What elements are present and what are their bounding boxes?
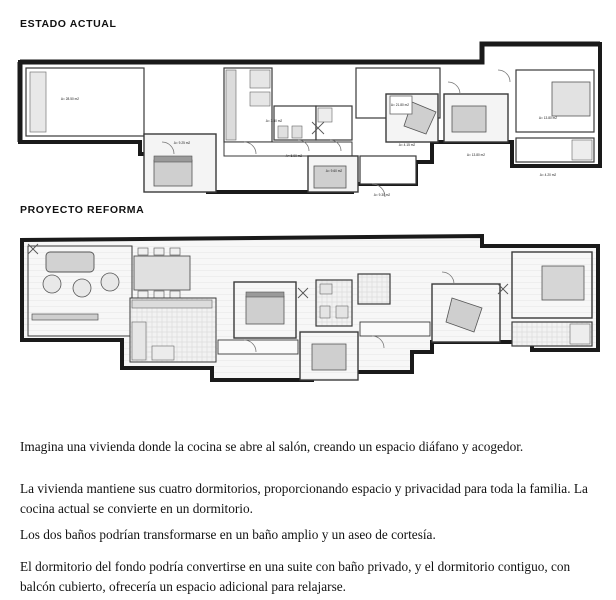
kitchen-stove (152, 346, 174, 360)
bed-6 (552, 82, 590, 116)
plan-actual-geometry (20, 44, 600, 197)
paragraph-3: Los dos baños podrían transformarse en un baño amplio y un aseo de cortesía. (20, 527, 436, 543)
armchair-1 (43, 275, 61, 293)
bed-a-headboard (246, 292, 284, 297)
floorplan-estado-actual (12, 34, 608, 197)
tv-unit (32, 314, 98, 320)
paragraph-1: Imagina una vivienda donde la cocina se abre al salón, creando un espacio diáfano y acogedor. (20, 439, 524, 455)
plan-reforma-geometry (22, 236, 598, 380)
bed-a (246, 296, 284, 324)
corridor-2 (360, 322, 430, 336)
armchair-3 (101, 273, 119, 291)
balcony-left (30, 72, 46, 132)
toilet-1 (278, 126, 288, 138)
room-area-label: A= 28.50 m2 (60, 97, 80, 101)
room-area-label: A= 9.60 m2 (325, 169, 343, 173)
kitchen-island (132, 300, 212, 308)
sofa (46, 252, 94, 272)
sink-big (336, 306, 348, 318)
room-area-label: A= 3.80 m2 (265, 119, 283, 123)
kitchen-appliance (250, 70, 270, 88)
bed-1 (154, 160, 192, 186)
paragraph-2: La vivienda mantiene sus cuatro dormitorios, proporcionando espacio y privacidad para toda la familia. La cocina actual se convierte en un dormitorio. (20, 481, 588, 516)
section-title-proyecto-reforma: PROYECTO REFORMA (20, 204, 145, 216)
room-area-label: A= 4.15 m2 (398, 143, 416, 147)
kitchen-counter (226, 70, 236, 140)
room-area-label: A= 13.80 m2 (466, 153, 486, 157)
covered-balcony (570, 324, 590, 344)
paragraph-4: El dormitorio del fondo podría convertirse en una suite con baño privado, y el dormitorio contiguo, con balcón cubierto, ofrecería un espacio adicional para relajarse. (20, 559, 571, 594)
room-aseo (358, 274, 390, 304)
kitchen-appliance-2 (250, 92, 270, 106)
armchair-2 (73, 279, 91, 297)
kitchen-cabinets (132, 322, 146, 360)
floorplan-proyecto-reforma (12, 222, 608, 392)
room-area-label: A= 9.30 m2 (373, 193, 391, 197)
bed-b (312, 344, 346, 370)
room-area-label: A= 21.80 m2 (390, 103, 410, 107)
room-area-label: A= 9.25 m2 (173, 141, 191, 145)
room-area-label: A= 5.90 m2 (285, 154, 303, 158)
toilet-big (320, 306, 330, 318)
terrace-right (572, 140, 592, 160)
room-area-label: A= 4.20 m2 (539, 173, 557, 177)
dining-table (134, 256, 190, 290)
bed-5 (452, 106, 486, 132)
corridor (218, 340, 298, 354)
sink-1 (292, 126, 302, 138)
shower-big (320, 284, 332, 294)
shower-2 (318, 108, 332, 122)
section-title-estado-actual: ESTADO ACTUAL (20, 18, 117, 30)
room-bedroom-3 (360, 156, 416, 184)
room-area-label: A= 13.80 m2 (538, 116, 558, 120)
bed-suite (542, 266, 584, 300)
bed-1-headboard (154, 156, 192, 162)
